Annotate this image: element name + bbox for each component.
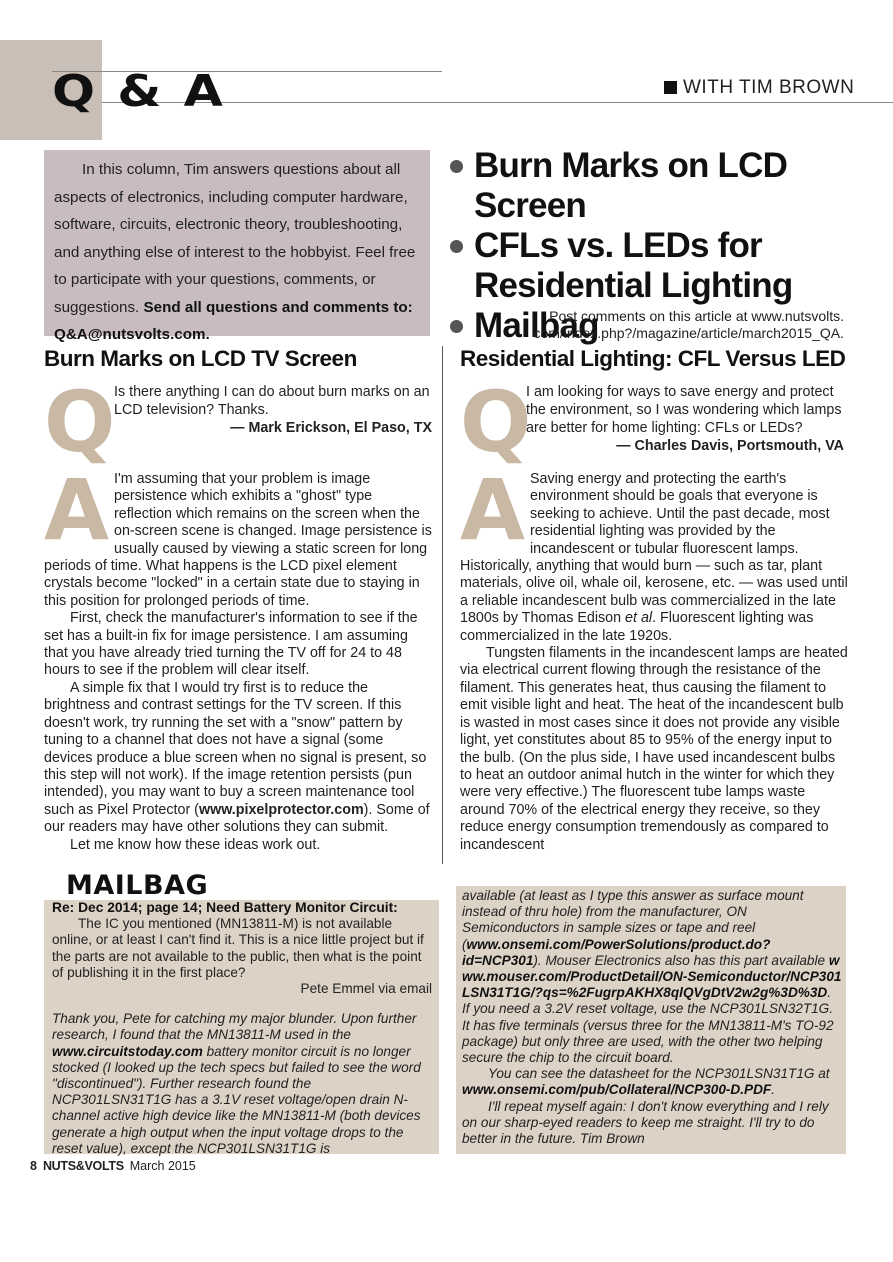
right-column-heading: Residential Lighting: CFL Versus LED: [460, 346, 846, 371]
answer-drop-letter: A: [460, 461, 526, 559]
mailbag-letter: [52, 900, 432, 1157]
bullet-icon: [450, 240, 463, 253]
left-question: Is there anything I can do about burn marks on an LCD television? Thanks. — Mark Erickson, El Paso, TX: [114, 384, 432, 436]
answer-drop-letter: A: [44, 461, 110, 559]
question-signature: — Charles Davis, Portsmouth, VA: [616, 438, 844, 454]
intro-box: [44, 150, 430, 343]
issue-date: March 2015: [129, 1159, 196, 1173]
mailbag-reply-continued: available (at least as I type this answer as surface mount instead of thru hole) from the manufacturer, ON Semiconductors in sample sizes or tape and reel (www.onsemi.com/PowerSolutions/product.do?id=NCP301). Mouser Electronics also has this part available www.mouser.com/ProductDetail/ON-Semiconductor/NCP301LSN31T1G/?qs=%2FugrpAKHX8qlQVgDtV2w2g%3D%3D. If you need a 3.2V reset voltage, use the NCP301LSN32T1G. It has five terminals (versus three for the MN13811-M's TO-92 package) but only three are used, with the other two helping secure the chip to the circuit board. You can see the datasheet for the NCP301LSN31T1G at www.onsemi.com/pub/Collateral/NCP300-D.PDF. I'll repeat myself again: I don't know everything and I rely on our sharp-eyed readers to keep me straight. I'll try to do better in the future. Tim Brown: [462, 888, 842, 1147]
byline-text: WITH TIM BROWN: [683, 77, 855, 98]
post-comments-note: Post comments on this article at www.nutsvolts. com/index.php?/magazine/article/march2015_QA.: [533, 308, 844, 341]
byline: [664, 77, 854, 99]
mouser-link[interactable]: www.mouser.com/ProductDetail/ON-Semiconductor/NCP301LSN31T1G/?qs=%2FugrpAKHX8qlQVgDtV2w2g%3D%3D: [462, 952, 842, 1001]
reply-text: Thank you, Pete for catching my major blunder. Upon further research, I found that the MN13811-M used in the www.circuitstoday.com battery monitor circuit is no longer stocked (I looked up the tech specs but failed to see the word "discontinued"). Further research found the NCP301LSN31T1G has a 3.1V reset voltage/open drain N-channel active high device like the MN13811-M (both devices generate a high output when the input voltage drops to the reset value), except the NCP301LSN31T1G is: [52, 1011, 421, 1156]
topic-item: Mailbag: [448, 306, 888, 346]
circuitstoday-link[interactable]: www.circuitstoday.com: [52, 1043, 203, 1059]
question-drop-letter: Q: [460, 373, 532, 471]
pixelprotector-link[interactable]: www.pixelprotector.com: [198, 801, 364, 818]
right-question: I am looking for ways to save energy and protect the environment, so I was wondering which lamps are better for home lighting: CFLs or LEDs? — Charles Davis, Portsmouth, VA: [526, 384, 844, 454]
question-drop-letter: Q: [44, 373, 116, 471]
intro-text: In this column, Tim answers questions about all aspects of electronics, including computer hardware, software, circuits, electronic theory, troubleshooting, and anything else of interest to the hobbyist. Feel free to participate with your questions, comments, or suggestions. Send all questions and comments to: Q&A@nutsvolts.com.: [54, 161, 416, 343]
letter-title: Re: Dec 2014; page 14; Need Battery Monitor Circuit:: [52, 900, 398, 915]
bullet-icon: [450, 160, 463, 173]
right-answer: Saving energy and protecting the earth's environment should be goals that everyone is seeking to achieve. Until the past decade, most residential lighting was provided by the incandescent or tubular fluorescent lamps. Historically, anything that would burn — such as tar, plant materials, olive oil, whale oil, kerosene, etc. — was used until a reliable incandescent bulb was commercialized in the late 1800s by Thomas Edison et al. Fluorescent lighting was commercialized in the late 1920s. Tungsten filaments in the incandescent lamps are heated via electrical current flowing through the resistance of the filament. This generates heat, thus causing the filament to emit visible light and heat. The heat of the incandescent bulb is wasted in most cases since it does not provide any visible light, yet constitutes about 85 to 95% of the energy input to the bulb. (On the plus side, I have used incandescent bulbs to heat an outdoor animal hutch in the winter for which they were very effective.) The fluorescent tube lamps waste around 70% of the electrical energy they receive, so they reduce energy consumption tremendously as compared to incandescent: [460, 471, 848, 853]
letter-body: The IC you mentioned (MN13811-M) is not available online, or at least I can't find it. This is a nice little project but if the parts are not available to the public, then what is the point of publishing it in the first place?: [52, 916, 424, 980]
bullet-icon: [450, 320, 463, 333]
column-divider: [442, 346, 443, 864]
datasheet-link[interactable]: www.onsemi.com/pub/Collateral/NCP300-D.PDF: [462, 1082, 772, 1098]
left-column-heading: Burn Marks on LCD TV Screen: [44, 346, 357, 371]
letter-signature: Pete Emmel via email: [300, 981, 432, 997]
page-footer: [30, 1159, 196, 1173]
topic-item: Burn Marks on LCD Screen: [448, 146, 888, 226]
question-signature: — Mark Erickson, El Paso, TX: [230, 420, 432, 436]
magazine-logo: NUTS&VOLTS: [42, 1159, 124, 1173]
mailbag-heading: MAILBAG: [66, 870, 209, 901]
square-bullet-icon: [664, 81, 677, 94]
left-answer: I'm assuming that your problem is image persistence which exhibits a "ghost" type reflection which remains on the screen when the on-screen scene is changed. Image persistence is usually caused by viewing a static screen for long periods of time. What happens is the LCD pixel element crystals become "locked" in a certain state due to staying in this position for prolonged periods of time. First, check the manufacturer's information to see if the set has a built-in fix for image persistence. I am assuming that you have already tried turning the TV off for 24 to 48 hours to see if the problem will clear itself. A simple fix that I would try first is to reduce the brightness and contrast settings for the TV screen. If this doesn't work, try running the set with a "snow" pattern by tuning to a channel that does not have a signal (some devices produce a blue screen when no signal is present, so this step will not work). If the image retention persists (pun intended), you may want to buy a screen maintenance tool such as Pixel Protector (www.pixelprotector.com). Some of our readers may have other solutions they can submit. Let me know how these ideas work out.: [44, 471, 432, 853]
onsemi-product-link[interactable]: www.onsemi.com/PowerSolutions/product.do?id=NCP301: [462, 936, 771, 968]
topic-item: CFLs vs. LEDs for Residential Lighting: [448, 226, 888, 306]
section-logo: Q & A: [52, 66, 226, 117]
intro-cta: Send all questions and comments to: Q&A@nutsvolts.com.: [54, 298, 413, 343]
page-number: 8: [30, 1159, 37, 1173]
